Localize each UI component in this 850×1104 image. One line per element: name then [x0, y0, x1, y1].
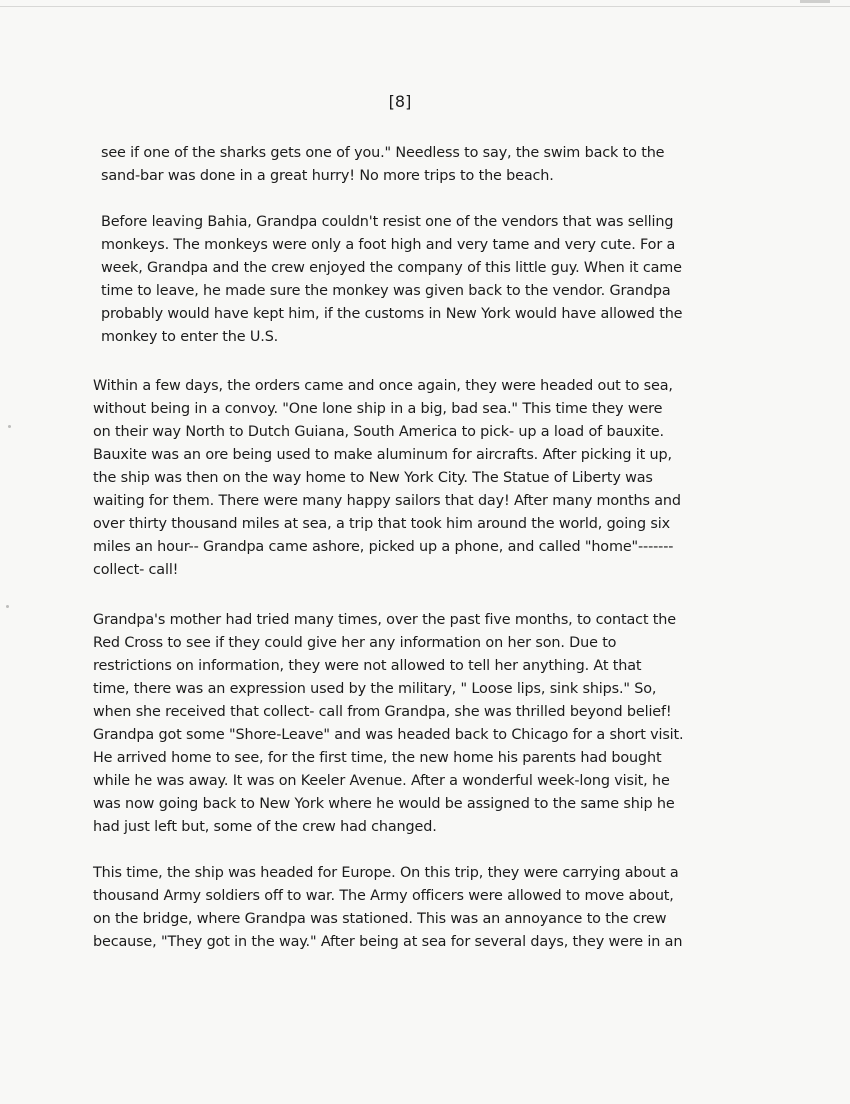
text-line: restrictions on information, they were not allowed to tell her anything. At that: [93, 658, 642, 674]
text-line: collect- call!: [93, 562, 179, 578]
text-line: Red Cross to see if they could give her any information on her son. Due to: [93, 635, 617, 651]
text-line: Grandpa's mother had tried many times, over the past five months, to contact the: [93, 612, 676, 628]
text-line: sand-bar was done in a great hurry! No more trips to the beach.: [101, 168, 554, 184]
page-number: [8]: [388, 92, 412, 111]
text-line: without being in a convoy. "One lone ship in a big, bad sea." This time they were: [93, 401, 663, 417]
paragraph: [93, 862, 682, 954]
paragraph: [101, 142, 664, 188]
text-line: the ship was then on the way home to New York City. The Statue of Liberty was: [93, 470, 653, 486]
text-line: had just left but, some of the crew had changed.: [93, 819, 437, 835]
scan-speck: [6, 605, 9, 608]
text-line: when she received that collect- call from Grandpa, she was thrilled beyond belief!: [93, 704, 672, 720]
text-line: Bauxite was an ore being used to make aluminum for aircrafts. After picking it up,: [93, 447, 672, 463]
text-line: time to leave, he made sure the monkey was given back to the vendor. Grandpa: [101, 283, 671, 299]
text-line: probably would have kept him, if the customs in New York would have allowed the: [101, 306, 683, 322]
text-line: time, there was an expression used by the military, " Loose lips, sink ships." So,: [93, 681, 657, 697]
paragraph: [93, 375, 681, 582]
text-line: over thirty thousand miles at sea, a trip that took him around the world, going six: [93, 516, 670, 532]
text-line: He arrived home to see, for the first time, the new home his parents had bought: [93, 750, 662, 766]
text-line: Before leaving Bahia, Grandpa couldn't resist one of the vendors that was selling: [101, 214, 674, 230]
scan-edge-line: [0, 6, 850, 7]
text-line: while he was away. It was on Keeler Avenue. After a wonderful week-long visit, he: [93, 773, 670, 789]
text-line: was now going back to New York where he would be assigned to the same ship he: [93, 796, 675, 812]
text-line: monkey to enter the U.S.: [101, 329, 279, 345]
text-line: thousand Army soldiers off to war. The Army officers were allowed to move about,: [93, 888, 674, 904]
text-line: on their way North to Dutch Guiana, South America to pick- up a load of bauxite.: [93, 424, 664, 440]
paragraph: [101, 211, 682, 349]
text-line: week, Grandpa and the crew enjoyed the company of this little guy. When it came: [101, 260, 682, 276]
text-line: Grandpa got some "Shore-Leave" and was headed back to Chicago for a short visit.: [93, 727, 684, 743]
text-line: This time, the ship was headed for Europe. On this trip, they were carrying about a: [93, 865, 679, 881]
scan-mark: [800, 0, 830, 3]
text-line: see if one of the sharks gets one of you." Needless to say, the swim back to the: [101, 145, 665, 161]
text-line: monkeys. The monkeys were only a foot high and very tame and very cute. For a: [101, 237, 676, 253]
text-line: because, "They got in the way." After being at sea for several days, they were in an: [93, 934, 683, 950]
scan-speck: [8, 425, 11, 428]
text-line: Within a few days, the orders came and once again, they were headed out to sea,: [93, 378, 673, 394]
text-line: waiting for them. There were many happy sailors that day! After many months and: [93, 493, 681, 509]
paragraph: [93, 609, 683, 839]
text-line: miles an hour-- Grandpa came ashore, picked up a phone, and called "home"-------: [93, 539, 674, 555]
text-line: on the bridge, where Grandpa was stationed. This was an annoyance to the crew: [93, 911, 667, 927]
